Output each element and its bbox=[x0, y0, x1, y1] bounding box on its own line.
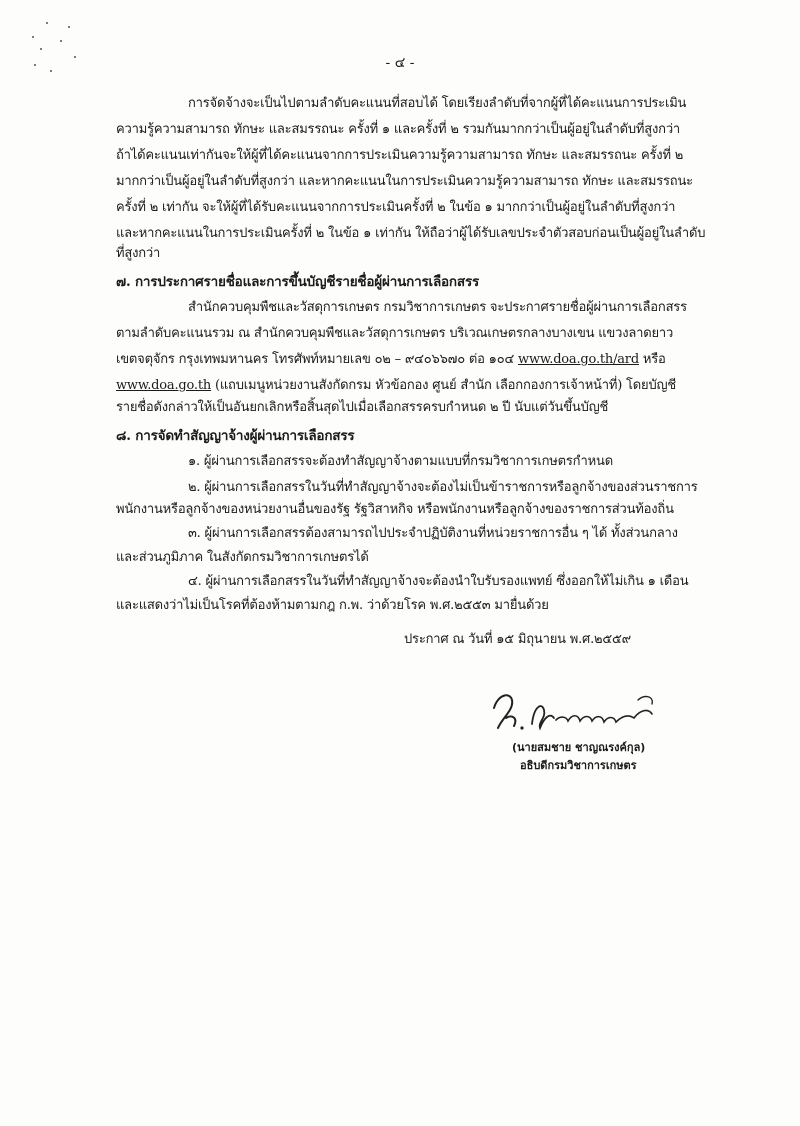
section-8-item-1: ๑. ผู้ผ่านการเลือกสรรจะต้องทำสัญญาจ้างตามแบบที่กรมวิชาการเกษตรกำหนด bbox=[188, 454, 613, 469]
section-7-line-3 bbox=[116, 350, 666, 370]
section-7-line-4 bbox=[116, 376, 676, 396]
section-8-item-3-line-1: ๓. ผู้ผ่านการเลือกสรรต้องสามารถไปประจำปฏิบัติงานที่หน่วยราชการอื่น ๆ ได้ ทั้งส่วนกลาง bbox=[188, 526, 678, 541]
section-7-line-3-tail: หรือ bbox=[638, 352, 666, 367]
section-7-line-3-text: เขตจตุจักร กรุงเทพมหานคร โทรศัพท์หมายเลข ๐๒ – ๙๔๐๖๖๗๐ ต่อ ๑๐๔ bbox=[116, 352, 519, 367]
para-intro-line-6: และหากคะแนนในการประเมินครั้งที่ ๒ ในข้อ ๑ เท่ากัน ให้ถือว่าผู้ได้รับเลขประจำตัวสอบก่อนเป็นผู้อยู่ในลำดับ bbox=[116, 226, 706, 241]
para-intro-line-2: ความรู้ความสามารถ ทักษะ และสมรรถนะ ครั้งที่ ๑ และครั้งที่ ๒ รวมกันมากกว่าเป็นผู้อยู่ในลำดับที่สูงกว่า bbox=[116, 122, 681, 137]
para-intro-line-5: ครั้งที่ ๒ เท่ากัน จะให้ผู้ที่ได้รับคะแนนจากการประเมินครั้งที่ ๒ ในข้อ ๑ มากกว่าเป็นผู้อยู่ในลำดับที่สูงกว่า bbox=[116, 200, 676, 215]
handwritten-signature bbox=[488, 688, 668, 736]
section-7-line-1: สำนักควบคุมพืชและวัสดุการเกษตร กรมวิชาการเกษตร จะประกาศรายชื่อผู้ผ่านการเลือกสรร bbox=[188, 300, 687, 315]
doa-ard-link[interactable]: www.doa.go.th/ard bbox=[518, 352, 639, 367]
section-8-heading: ๘. การจัดทำสัญญาจ้างผู้ผ่านการเลือกสรร bbox=[116, 428, 355, 444]
section-7-heading: ๗. การประกาศรายชื่อและการขึ้นบัญชีรายชื่อผู้ผ่านการเลือกสรร bbox=[116, 274, 480, 290]
section-8-item-4-line-2: และแสดงว่าไม่เป็นโรคที่ต้องห้ามตามกฎ ก.พ. ว่าด้วยโรค พ.ศ.๒๕๕๓ มายื่นด้วย bbox=[116, 598, 549, 613]
para-intro-line-4: มากกว่าเป็นผู้อยู่ในลำดับที่สูงกว่า และหากคะแนนในการประเมินความรู้ความสามารถ ทักษะ และสมรรถนะ bbox=[116, 174, 693, 189]
announce-date: ประกาศ ณ วันที่ ๑๕ มิถุนายน พ.ศ.๒๕๕๙ bbox=[404, 632, 631, 647]
para-intro-line-7: ที่สูงกว่า bbox=[116, 246, 161, 261]
section-8-item-3-line-2: และส่วนภูมิภาค ในสังกัดกรมวิชาการเกษตรได้ bbox=[116, 550, 369, 565]
section-7-line-5: รายชื่อดังกล่าวให้เป็นอันยกเลิกหรือสิ้นสุดไปเมื่อเลือกสรรครบกำหนด ๒ ปี นับแต่วันขึ้นบัญชี bbox=[116, 400, 609, 415]
para-intro-line-1: การจัดจ้างจะเป็นไปตามลำดับคะแนนที่สอบได้ โดยเรียงลำดับที่จากผู้ที่ได้คะแนนการประเมิน bbox=[188, 96, 687, 111]
signer-title: อธิบดีกรมวิชาการเกษตร bbox=[520, 759, 637, 772]
page-number: - ๔ - bbox=[385, 55, 415, 71]
section-7-line-2: ตามลำดับคะแนนรวม ณ สำนักควบคุมพืชและวัสดุการเกษตร บริเวณเกษตรกลางบางเขน แขวงลาดยาว bbox=[116, 326, 674, 341]
section-8-item-2-line-1: ๒. ผู้ผ่านการเลือกสรรในวันที่ทำสัญญาจ้างจะต้องไม่เป็นข้าราชการหรือลูกจ้างของส่วนราชการ bbox=[188, 480, 698, 495]
signer-name: (นายสมชาย ชาญณรงค์กุล) bbox=[512, 741, 646, 754]
para-intro-line-3: ถ้าได้คะแนนเท่ากันจะให้ผู้ที่ได้คะแนนจากการประเมินความรู้ความสามารถ ทักษะ และสมรรถนะ ครั้งที่ ๒ bbox=[116, 148, 684, 163]
doa-home-link[interactable]: www.doa.go.th bbox=[116, 378, 212, 393]
section-8-item-4-line-1: ๔. ผู้ผ่านการเลือกสรรในวันที่ทำสัญญาจ้างจะต้องนำใบรับรองแพทย์ ซึ่งออกให้ไม่เกิน ๑ เดือน bbox=[188, 574, 689, 589]
section-7-line-4-text: (แถบเมนูหน่วยงานสังกัดกรม หัวข้อกอง ศูนย์ สำนัก เลือกกองการเจ้าหน้าที่) โดยบัญชี bbox=[211, 378, 677, 393]
section-8-item-2-line-2: พนักงานหรือลูกจ้างของหน่วยงานอื่นของรัฐ รัฐวิสาหกิจ หรือพนักงานหรือลูกจ้างของราชการส่วนท้องถิ่น bbox=[116, 502, 674, 517]
